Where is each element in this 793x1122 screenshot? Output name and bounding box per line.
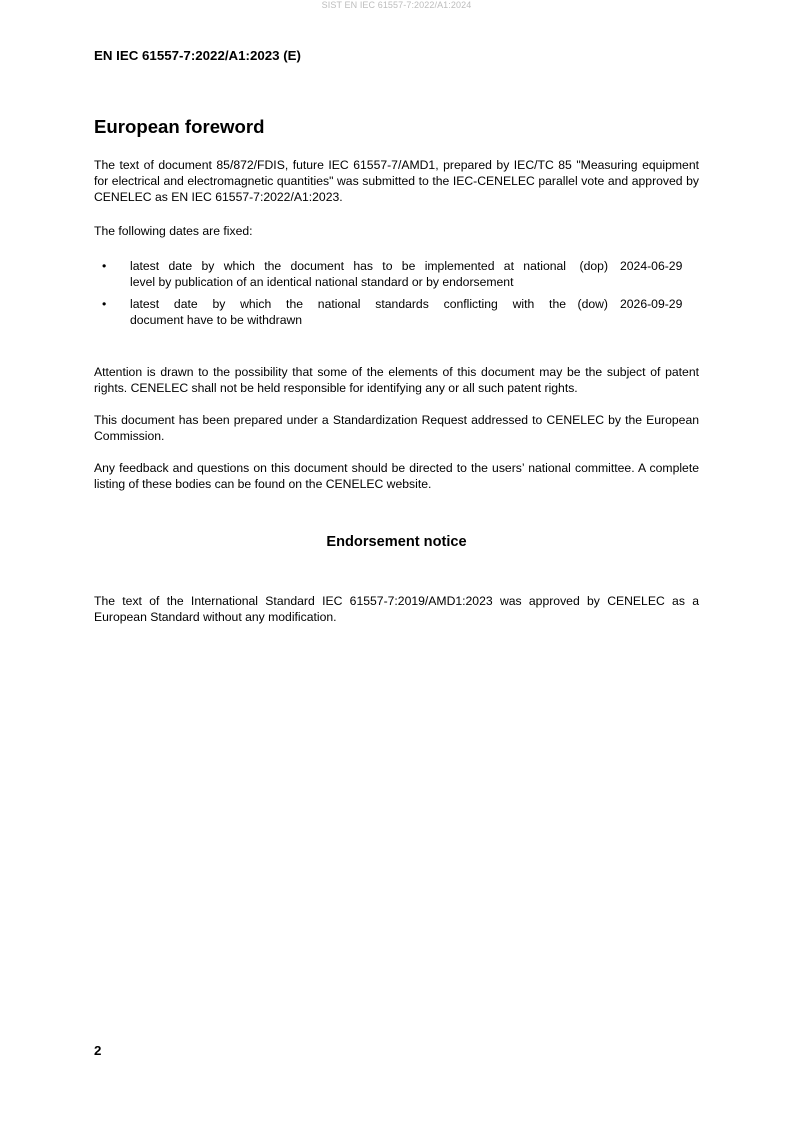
patent-notice-paragraph: Attention is drawn to the possibility that some of the elements of this document may be the subject of patent rights. CENELEC shall not be held responsible for identifying any or all such patent rights. xyxy=(94,365,699,395)
date-description-line: document have to be withdrawn xyxy=(130,313,303,327)
date-description-line: latest date by which the document has to be implemented at national xyxy=(130,259,566,273)
document-id-header: EN IEC 61557-7:2022/A1:2023 (E) xyxy=(94,48,301,63)
date-description xyxy=(130,258,566,290)
date-abbreviation: (dow) xyxy=(577,297,608,311)
date-description-line: level by publication of an identical national standard or by endorsement xyxy=(130,275,514,289)
foreword-intro-paragraph: The text of document 85/872/FDIS, future IEC 61557-7/AMD1, prepared by IEC/TC 85 "Measuring equipment for electrical and electromagnetic quantities" was submitted to the IEC-CENELEC parallel vote and approved by CENELEC as EN IEC 61557-7:2022/A1:2023. xyxy=(94,158,699,204)
endorsement-paragraph: The text of the International Standard IEC 61557-7:2019/AMD1:2023 was approved by CENELEC as a European Standard without any modification. xyxy=(94,594,699,624)
date-value: 2024-06-29 xyxy=(620,259,683,273)
bullet-icon: • xyxy=(102,297,107,311)
date-value: 2026-09-29 xyxy=(620,297,683,311)
standardization-request-paragraph: This document has been prepared under a Standardization Request addressed to CENELEC by the European Commission. xyxy=(94,413,699,443)
date-abbreviation: (dop) xyxy=(579,259,608,273)
date-description-line: latest date by which the national standards conflicting with the xyxy=(130,297,566,311)
page-number: 2 xyxy=(94,1043,102,1058)
feedback-paragraph: Any feedback and questions on this document should be directed to the users’ national committee. A complete listing of these bodies can be found on the CENELEC website. xyxy=(94,461,699,491)
date-description xyxy=(130,296,566,328)
endorsement-title: Endorsement notice xyxy=(326,534,467,550)
dates-intro-paragraph: The following dates are fixed: xyxy=(94,224,253,238)
watermark: SIST EN IEC 61557-7:2022/A1:2024 xyxy=(321,0,472,10)
foreword-title: European foreword xyxy=(94,116,265,137)
bullet-icon: • xyxy=(102,259,107,273)
